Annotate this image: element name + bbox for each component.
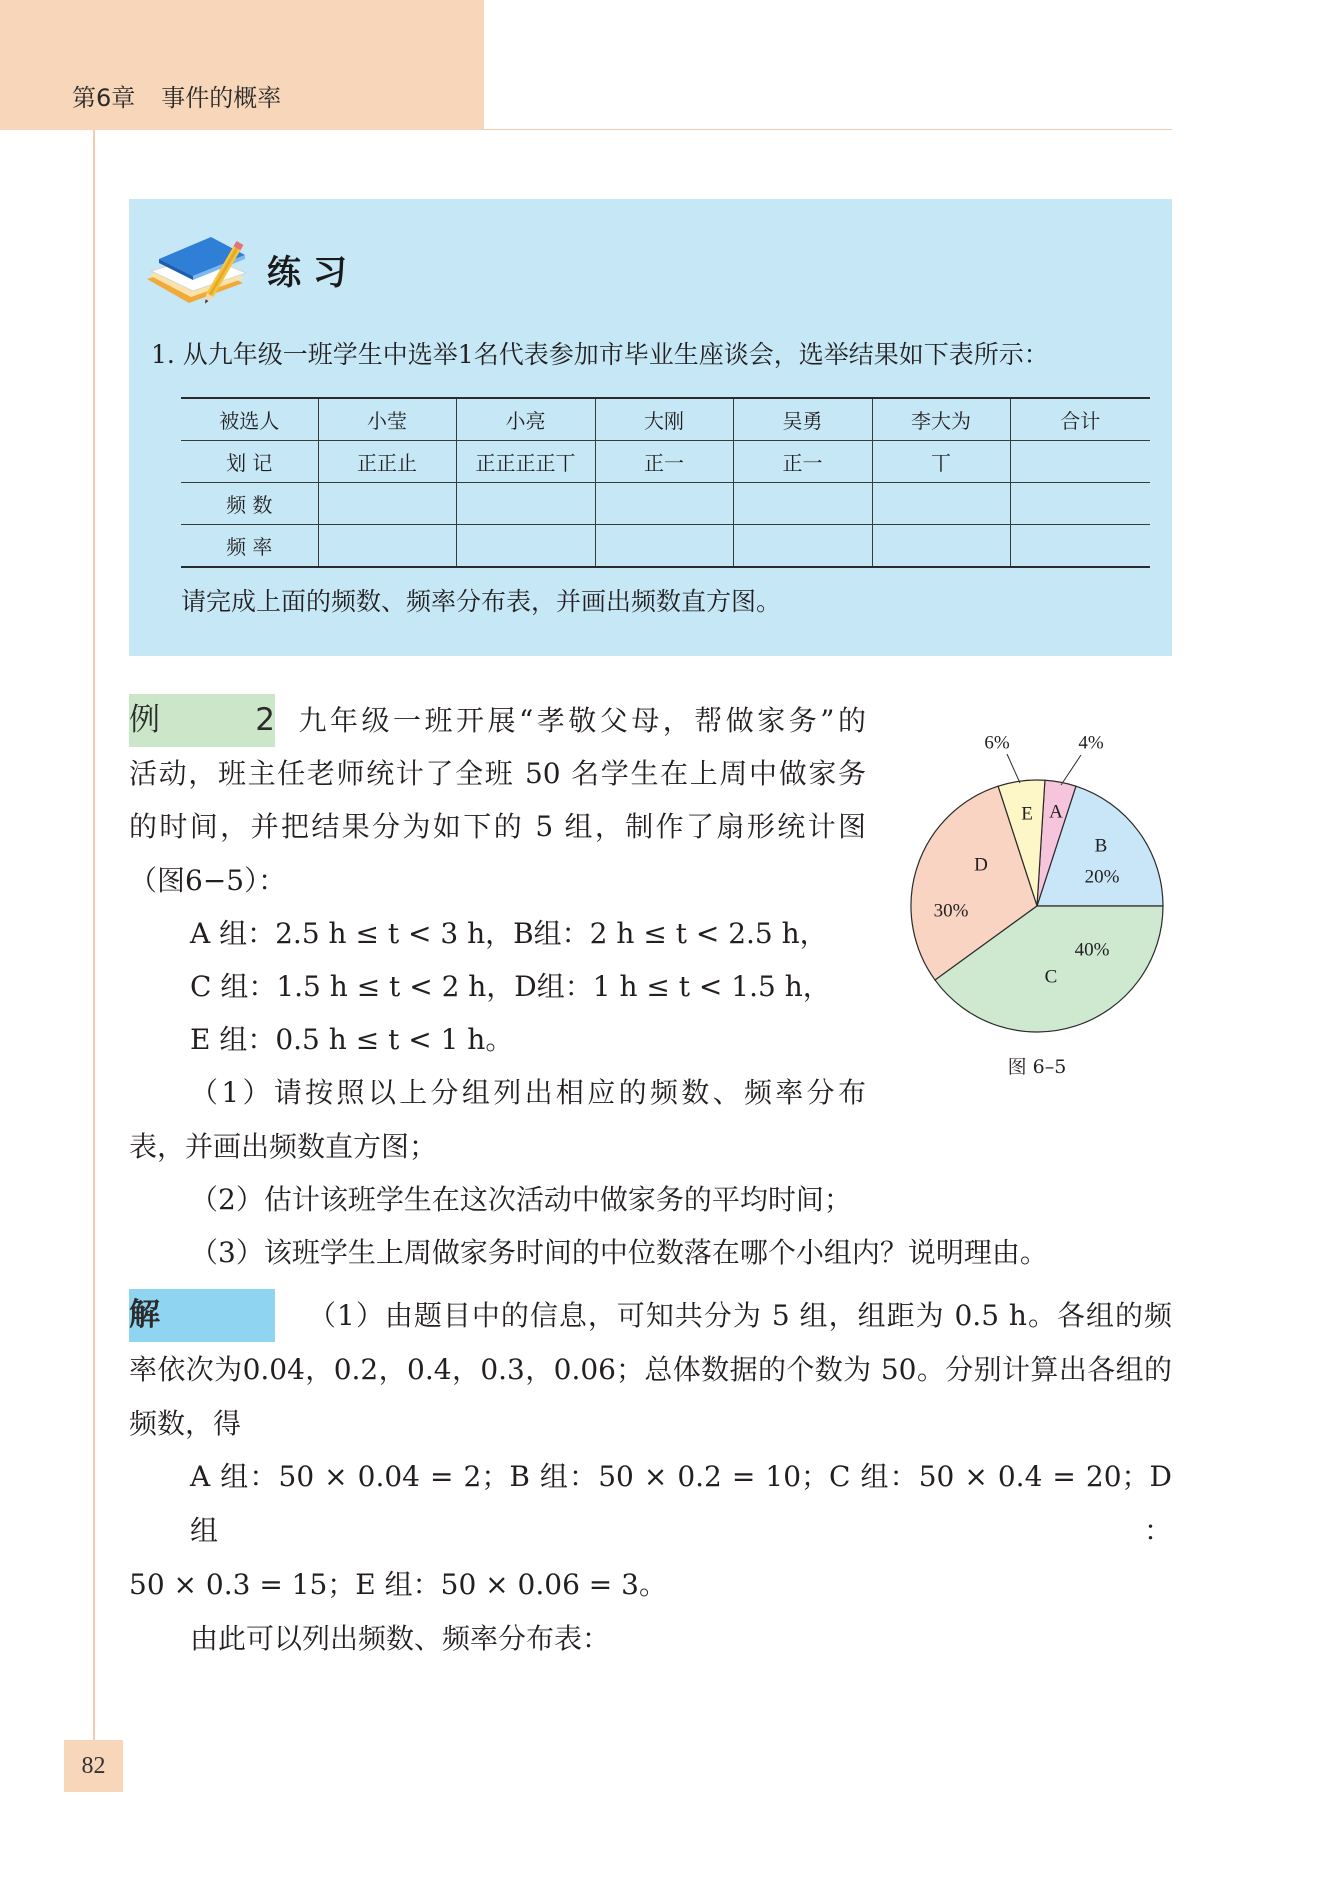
table-cell	[1010, 483, 1150, 525]
table-header-cell: 吴勇	[733, 398, 872, 441]
table-cell	[456, 483, 595, 525]
slice-percent-c: 40%	[1074, 939, 1110, 961]
table-cell	[733, 525, 872, 568]
slice-label-e: E	[1021, 803, 1033, 825]
table-cell	[1010, 525, 1150, 568]
slice-percent-d: 30%	[933, 900, 969, 922]
example-question: （3）该班学生上周做家务时间的中位数落在哪个小组内？说明理由。	[190, 1236, 1048, 1270]
slice-label-d: D	[974, 854, 988, 876]
chapter-number: 第6章	[72, 84, 136, 112]
example-line	[129, 694, 866, 747]
leader-line-a	[1061, 755, 1081, 785]
example-label: 例2	[129, 694, 275, 747]
solution	[129, 1289, 1172, 1666]
leader-line-e	[1007, 754, 1020, 783]
table-header-cell: 合计	[1010, 398, 1150, 441]
chapter-heading	[72, 82, 281, 114]
table-header-cell: 小亮	[456, 398, 595, 441]
slice-percent-b: 20%	[1084, 866, 1120, 888]
table-cell	[733, 483, 872, 525]
table-header-cell: 小莹	[318, 398, 456, 441]
table-row	[181, 441, 1150, 483]
table-cell	[318, 525, 456, 568]
table-cell	[456, 525, 595, 568]
table-cell: 正正止	[318, 441, 456, 483]
example-question: 表，并画出频数直方图；	[129, 1129, 438, 1163]
table-header-cell: 李大为	[872, 398, 1010, 441]
table-cell	[1010, 441, 1150, 483]
table-header-row	[181, 398, 1150, 441]
slice-label-a: A	[1049, 801, 1063, 823]
group-definition: A 组：2.5 h ≤ t < 3 h，B组：2 h ≤ t < 2.5 h，	[190, 916, 828, 950]
solution-line	[129, 1289, 1172, 1343]
table-cell	[872, 483, 1010, 525]
solution-line: 频数，得	[129, 1406, 242, 1440]
table-cell: 正正正正丅	[456, 441, 595, 483]
table-cell: 丅	[872, 441, 1010, 483]
question-1: 1. 从九年级一班学生中选举1名代表参加市毕业生座谈会，选举结果如下表所示：	[151, 340, 1049, 369]
practice-title: 练 习	[267, 253, 347, 293]
solution-calculation: 50 × 0.3 = 15；E 组：50 × 0.06 = 3。	[129, 1567, 667, 1601]
example-line: 活动，班主任老师统计了全班 50 名学生在上周中做家务	[129, 757, 866, 791]
table-cell	[872, 525, 1010, 568]
group-definition: E 组：0.5 h ≤ t < 1 h。	[190, 1023, 514, 1057]
practice-box	[129, 199, 1172, 656]
page-number: 82	[64, 1740, 123, 1792]
vote-tally-table	[181, 397, 1150, 568]
slice-percent-e: 6%	[984, 732, 1010, 754]
pie-chart	[880, 715, 1180, 1045]
practice-instruction: 请完成上面的频数、频率分布表，并画出频数直方图。	[181, 587, 782, 616]
table-cell	[318, 483, 456, 525]
example-question: （2）估计该班学生在这次活动中做家务的平均时间；	[190, 1182, 852, 1216]
slice-percent-a: 4%	[1078, 732, 1104, 754]
figure-caption: 图 6–5	[1007, 1056, 1067, 1078]
solution-line: 由此可以列出频数、频率分布表：	[190, 1621, 611, 1655]
solution-calculation: A 组：50 × 0.04 = 2；B 组：50 × 0.2 = 10；C 组：50 × 0.4 = 20；D 组：	[190, 1460, 1172, 1548]
table-header-cell: 被选人	[181, 398, 318, 441]
table-row	[181, 525, 1150, 568]
example-question: （1）请按照以上分组列出相应的频数、频率分布	[190, 1076, 866, 1110]
example-line: （图6−5）：	[129, 863, 287, 897]
group-definition: C 组：1.5 h ≤ t < 2 h，D组：1 h ≤ t < 1.5 h，	[190, 970, 831, 1004]
notebook-pencil-icon	[145, 229, 255, 309]
solution-text: （1）由题目中的信息，可知共分为 5 组，组距为 0.5 h。各组的频	[307, 1299, 1172, 1332]
slice-label-c: C	[1044, 966, 1058, 988]
header-divider	[484, 129, 1172, 130]
margin-divider	[93, 130, 95, 1740]
table-row	[181, 483, 1150, 525]
example-text: 九年级一班开展“孝敬父母，帮做家务”的	[295, 704, 866, 737]
solution-label: 解	[129, 1289, 275, 1342]
table-row-label: 频 数	[181, 483, 318, 525]
table-cell	[595, 483, 733, 525]
chapter-title: 事件的概率	[161, 84, 282, 112]
table-cell: 正一	[733, 441, 872, 483]
slice-label-b: B	[1094, 835, 1108, 857]
table-cell	[595, 525, 733, 568]
table-cell: 正一	[595, 441, 733, 483]
table-header-cell: 大刚	[595, 398, 733, 441]
example-line: 的时间，并把结果分为如下的 5 组，制作了扇形统计图	[129, 810, 866, 844]
table-row-label: 划 记	[181, 441, 318, 483]
table-row-label: 频 率	[226, 535, 273, 559]
solution-line: 率依次为0.04，0.2，0.4，0.3，0.06；总体数据的个数为 50。分别计算出各组的	[129, 1352, 1172, 1386]
